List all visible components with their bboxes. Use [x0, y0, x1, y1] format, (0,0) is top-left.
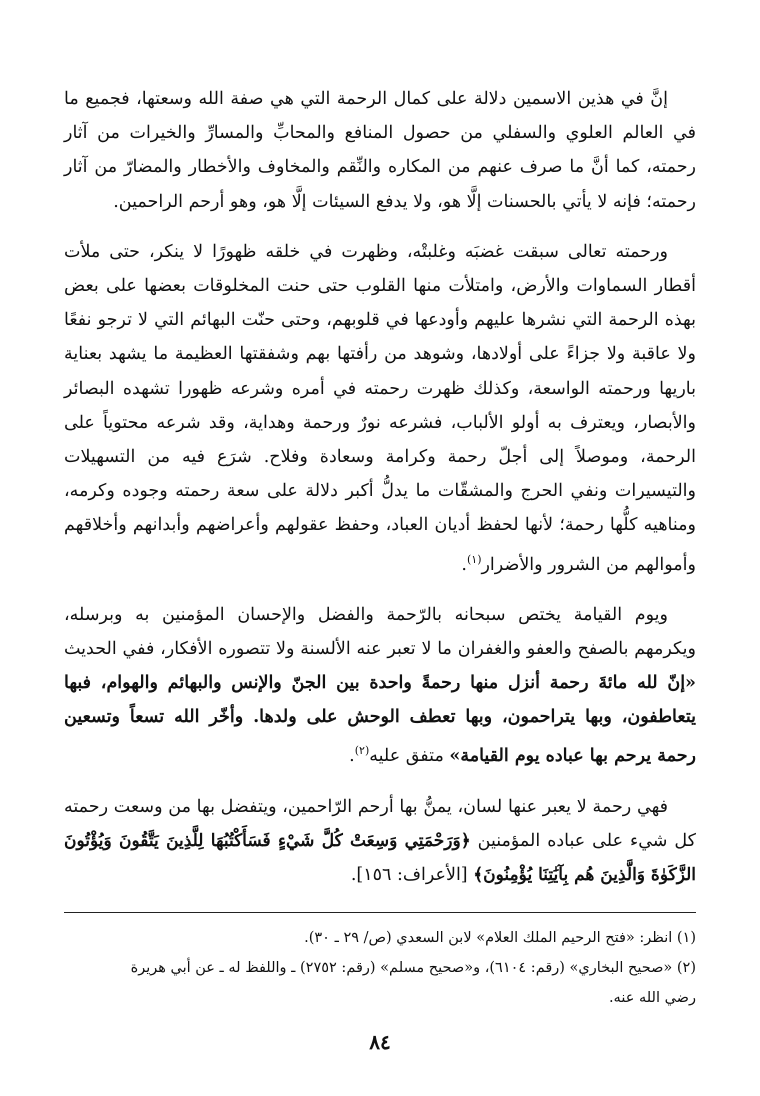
paragraph-4 [64, 790, 696, 893]
page-number: ٨٤ [369, 1030, 391, 1054]
paragraph-3 [64, 598, 696, 774]
paragraph-1-text: إنَّ في هذين الاسمين دلالة على كمال الرحمة التي هي صفة الله وسعتها، فجميع ما في العالم العلوي والسفلي من حصول المنافع والمحابِّ والمسارِّ والخيرات من آثار رحمته، كما أنَّ ما صرف عنهم من المكاره والنِّقم والمخاوف والأخطار والمضارّ من آثار رحمته؛ فإنه لا يأتي بالحسنات إلَّا هو، ولا يدفع السيئات إلَّا هو، وهو أرحم الراحمين. [64, 89, 696, 212]
paragraph-2 [64, 235, 696, 582]
paragraph-3-end: . [349, 746, 355, 767]
quran-verse: ﴿وَرَحْمَتِي وَسِعَتْ كُلَّ شَيْءٍ فَسَأَكْتُبُهَا لِلَّذِينَ يَتَّقُونَ وَيُؤْتُونَ الزَّكَوٰةَ وَالَّذِينَ هُم بِآيَٰتِنَا يُؤْمِنُونَ﴾ [64, 830, 696, 885]
paragraph-3-attribution: متفق عليه [369, 746, 450, 767]
footnote-divider [64, 912, 696, 913]
paragraph-1 [64, 82, 696, 219]
paragraph-3-text: ويوم القيامة يختص سبحانه بالرّحمة والفضل والإحسان المؤمنين به وبرسله، ويكرمهم بالصفح والعفو والغفران ما لا تعبر عنه الألسنة ولا تتصوره الأفكار، ففي الحديث [64, 604, 696, 659]
footnote-1: (١) انظر: «فتح الرحيم الملك العلام» لابن السعدي (ص/ ٢٩ ـ ٣٠). [304, 930, 696, 947]
paragraph-4-text: فهي رحمة لا يعبر عنها لسان، يمنُّ بها أرحم الرّاحمين، ويتفضل بها من وسعت رحمته كل شيء على عباده المؤمنين [64, 796, 696, 851]
paragraph-2-text: ورحمته تعالى سبقت غضبَه وغلبتْه، وظهرت في خلقه ظهورًا لا ينكر، حتى ملأت أقطار السماوات والأرض، وامتلأت منها القلوب حتى حنت المخلوقات بعضها على بعض بهذه الرحمة التي نشرها عليهم وأودعها في قلوبهم، وحتى حنّت البهائم التي لا ترجو نفعًا ولا عاقبة ولا جزاءً على أولادها، وشوهد من رأفتها بهم وشفقتها العظيمة ما يشهد بعناية باريها ورحمته الواسعة، وكذلك ظهرت رحمته في أمره وشرعه ظهورا تشهده البصائر والأبصار، ويعترف به أولو الألباب، فشرعه نورٌ ورحمة وهداية، وقد شرعه محتوياً على الرحمة، وموصلاً إلى أجلّ رحمة وكرامة وسعادة وفلاح. شرَع فيه من التسهيلات والتيسيرات ونفي الحرج والمشقّات ما يدلُّ أكبر دلالة على سعة رحمته وجوده وكرمه، ومناهيه كلُّها رحمة؛ لأنها لحفظ أديان العباد، وحفظ عقولهم وأعراضهم وأبدانهم وأخلاقهم وأموالهم من الشرور والأضرار [64, 241, 696, 575]
footnote-2-continuation: رضي الله عنه. [608, 990, 696, 1007]
footnote-2: (٢) «صحيح البخاري» (رقم: ٦١٠٤)، و«صحيح مسلم» (رقم: ٢٧٥٢) ـ واللفظ له ـ عن أبي هريرة [130, 960, 696, 977]
footnotes [64, 923, 696, 1013]
verse-reference: [الأعراف: ١٥٦]. [350, 864, 474, 885]
paragraph-2-end: . [461, 554, 467, 575]
hadith-quote: «إنّ لله مائةَ رحمة أنزل منها رحمةً واحدة بين الجنّ والإنس والبهائم والهوام، فبها يتعاطفون، وبها يتراحمون، وبها تعطف الوحش على ولدها. وأخّر الله تسعاً وتسعين رحمة يرحم بها عباده يوم القيامة» [64, 673, 696, 767]
footnote-marker-2[interactable]: (٢) [354, 744, 370, 758]
footnote-marker-1[interactable]: (١) [466, 552, 482, 566]
